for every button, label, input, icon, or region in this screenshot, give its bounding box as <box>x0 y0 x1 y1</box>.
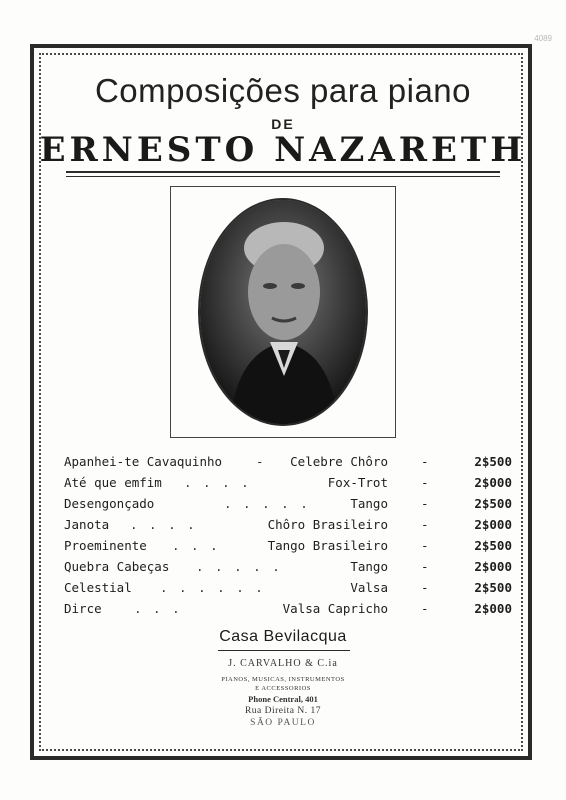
separator-dash: - <box>421 475 429 490</box>
piece-price: 2$000 <box>474 559 512 574</box>
piece-title: Até que emfim <box>64 475 162 490</box>
separator-dash: - <box>421 454 429 469</box>
separator-dash: - <box>421 580 429 595</box>
piece-title: Celestial <box>64 580 132 595</box>
publisher-phone: Phone Central, 401 <box>248 694 318 704</box>
publisher-goods-line-2: E ACCESSORIOS <box>255 685 311 692</box>
separator-dash: - <box>421 517 429 532</box>
price-list <box>64 454 512 622</box>
publisher-underline <box>218 650 350 651</box>
publisher-city: SÃO PAULO <box>250 718 316 728</box>
piece-genre: Tango <box>350 496 388 511</box>
list-item <box>64 454 512 475</box>
separator-dash: - <box>421 559 429 574</box>
composer-name: ERNESTO NAZARETH <box>39 130 527 170</box>
leader-dots: . . . . . . <box>160 580 265 595</box>
leader-dots: . . . . <box>130 517 197 532</box>
list-item <box>64 517 512 538</box>
piece-title: Janota <box>64 517 110 532</box>
piece-title: Desengonçado <box>64 496 155 511</box>
title-rule-bottom <box>66 176 500 177</box>
piece-price: 2$000 <box>474 601 512 616</box>
separator-dash: - <box>421 601 429 616</box>
title-rule-top <box>66 171 500 173</box>
piece-price: 2$500 <box>474 496 512 511</box>
list-item <box>64 559 512 580</box>
list-item <box>64 475 512 496</box>
leader-dots: . . . <box>134 601 182 616</box>
publisher-name: Casa Bevilacqua <box>219 628 347 645</box>
piece-genre: Fox-Trot <box>327 475 388 490</box>
piece-title: Proeminente <box>64 538 147 553</box>
publisher-firm: J. CARVALHO & C.ia <box>228 658 338 669</box>
leader-dots: . . . <box>172 538 220 553</box>
piece-price: 2$000 <box>474 475 512 490</box>
piece-genre: Celebre Chôro <box>290 454 388 469</box>
list-item <box>64 601 512 622</box>
leader-dots: . . . . . <box>196 559 282 574</box>
publisher-address: Rua Direita N. 17 <box>244 706 322 716</box>
piece-genre: Valsa Capricho <box>282 601 388 616</box>
piece-title: Dirce <box>64 601 102 616</box>
list-item <box>64 538 512 559</box>
page-title: Composições para piano <box>94 72 472 109</box>
separator-dash: - <box>421 538 429 553</box>
piece-price: 2$500 <box>474 580 512 595</box>
title-connector: DE <box>271 116 295 132</box>
piece-genre: Chôro Brasileiro <box>267 517 388 532</box>
piece-title: Quebra Cabeças <box>64 559 170 574</box>
piece-title: Apanhei-te Cavaquinho <box>64 454 223 469</box>
piece-price: 2$500 <box>474 454 512 469</box>
portrait-oval-icon <box>200 200 366 424</box>
piece-price: 2$000 <box>474 517 512 532</box>
list-item <box>64 580 512 601</box>
piece-genre: Tango Brasileiro <box>267 538 388 553</box>
piece-genre: Valsa <box>350 580 388 595</box>
corner-stamp: 4089 <box>534 34 552 43</box>
piece-price: 2$500 <box>474 538 512 553</box>
list-item <box>64 496 512 517</box>
piece-genre: Tango <box>350 559 388 574</box>
publisher-goods-line-1: PIANOS, MUSICAS, INSTRUMENTOS <box>221 676 345 683</box>
leader-dots: . . . . <box>184 475 251 490</box>
leader-dots: . . . . . <box>224 496 310 511</box>
separator-dash: - <box>421 496 429 511</box>
leader-dots: - <box>256 454 266 469</box>
